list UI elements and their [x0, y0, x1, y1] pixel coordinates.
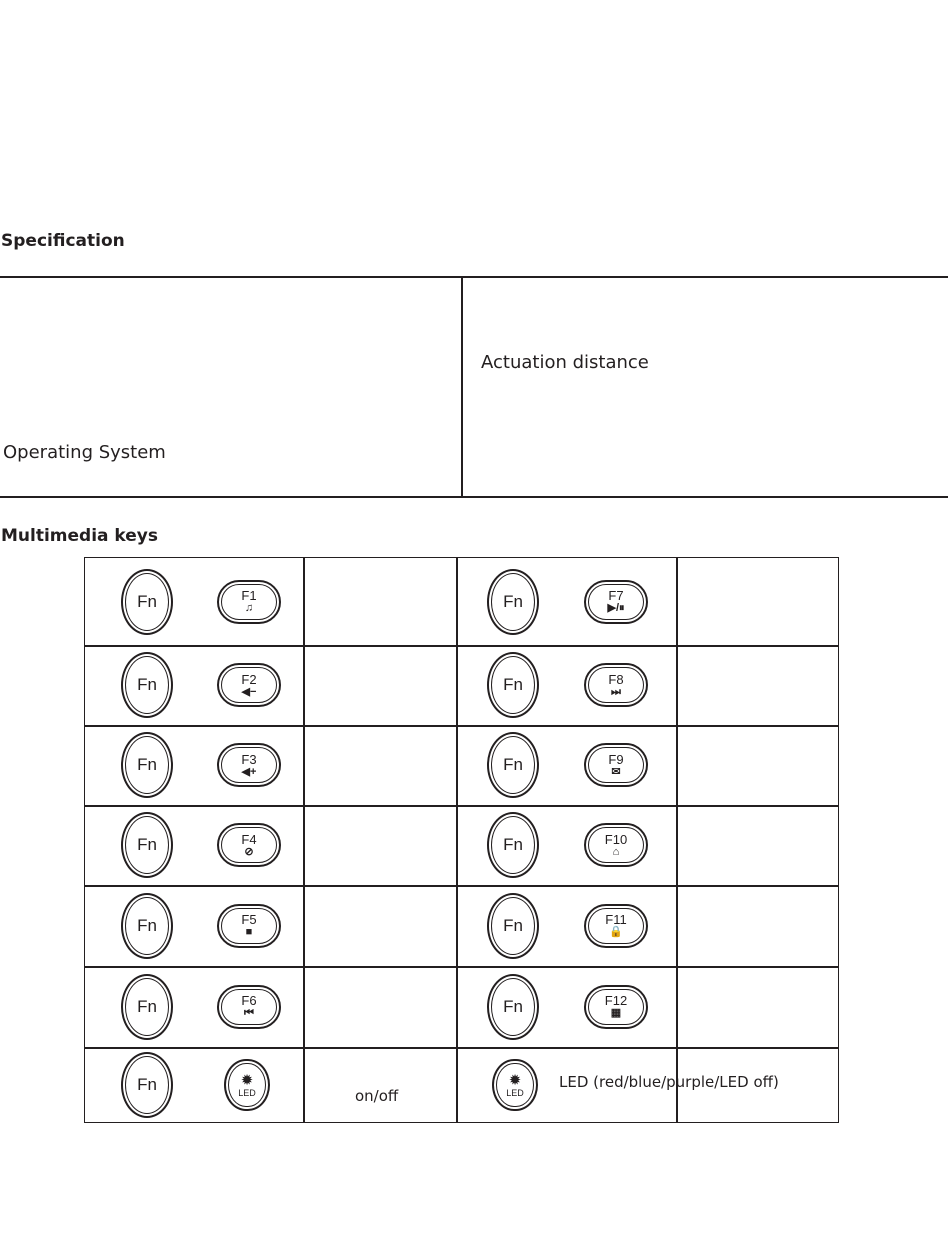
table-row-line [85, 1047, 838, 1049]
f10-key [584, 823, 648, 867]
fn-key-left-2 [121, 652, 173, 718]
fn-key-right-3 [487, 732, 539, 798]
actuation-distance-label: Actuation distance [481, 352, 649, 373]
fn-key-right-1 [487, 569, 539, 635]
f-key-label: F10 [604, 831, 628, 847]
mute-icon: ⊘ [244, 845, 254, 858]
f-key-label: F8 [608, 671, 624, 687]
fn-key-label: Fn [137, 755, 157, 774]
f7-key [584, 580, 648, 624]
f-key-label: F3 [241, 751, 257, 767]
led-toggle-text: on/off [355, 1087, 399, 1105]
f4-key [217, 823, 281, 867]
music-note-icon: ♫ [244, 602, 254, 614]
operating-system-label: Operating System [3, 442, 166, 463]
home-icon: ⌂ [612, 845, 620, 858]
fn-key-label: Fn [137, 835, 157, 854]
f9-key [584, 743, 648, 787]
f11-key [584, 904, 648, 948]
fn-key-right-2 [487, 652, 539, 718]
fn-key-label: Fn [137, 675, 157, 694]
fn-key-label: Fn [137, 591, 157, 611]
stop-icon: ■ [245, 926, 253, 938]
light-icon: ✹ [508, 1071, 522, 1089]
calculator-icon: ▦ [610, 1007, 622, 1019]
next-track-icon: ⏭ [611, 685, 621, 698]
fn-key-label: Fn [503, 591, 523, 611]
volume-down-icon: ◀− [241, 685, 257, 698]
multimedia-keys-table [84, 557, 839, 1123]
table-row-line [85, 725, 838, 727]
mail-icon: ✉ [611, 765, 621, 778]
lock-icon: 🔒 [609, 926, 623, 938]
fn-key-right-6 [487, 974, 539, 1040]
fn-key-left-5 [121, 893, 173, 959]
play-pause-icon: ▶/⏸ [607, 602, 625, 614]
f-key-label: F1 [241, 588, 257, 603]
fn-key-label: Fn [503, 755, 523, 774]
f-key-label: F5 [241, 912, 257, 927]
fn-key-left-3 [121, 732, 173, 798]
table-column-line [676, 558, 678, 1122]
f8-key [584, 663, 648, 707]
led-mode-text: LED (red/blue/purple/LED off) [559, 1073, 779, 1091]
f-key-label: F7 [608, 588, 624, 603]
f-key-label: F11 [605, 912, 627, 927]
led-key-right [492, 1059, 538, 1111]
table-row-line [85, 645, 838, 647]
f2-key [217, 663, 281, 707]
fn-key-left-7 [121, 1052, 173, 1118]
multimedia-keys-heading: Multimedia keys [1, 526, 159, 546]
table-row-line [85, 885, 838, 887]
fn-key-label: Fn [137, 915, 157, 935]
fn-key-right-4 [487, 812, 539, 878]
f-key-label: F9 [608, 751, 624, 767]
fn-key-left-6 [121, 974, 173, 1040]
f3-key [217, 743, 281, 787]
f-key-label: F6 [241, 993, 257, 1008]
led-key-label: LED [238, 1087, 256, 1098]
specification-heading: Specification [1, 231, 125, 251]
table-row-line [85, 966, 838, 968]
f-key-label: F4 [241, 831, 257, 847]
specification-table [0, 276, 948, 498]
table-column-line [303, 558, 305, 1122]
fn-key-left-4 [121, 812, 173, 878]
f6-key [217, 985, 281, 1029]
f1-key [217, 580, 281, 624]
fn-key-label: Fn [503, 675, 523, 694]
table-column-line [456, 558, 458, 1122]
fn-key-right-5 [487, 893, 539, 959]
f5-key [217, 904, 281, 948]
led-key-left [224, 1059, 270, 1111]
column-divider [461, 278, 463, 496]
table-row-line [85, 805, 838, 807]
fn-key-label: Fn [137, 1075, 157, 1094]
fn-key-label: Fn [137, 996, 157, 1016]
fn-key-label: Fn [503, 835, 523, 854]
fn-key-label: Fn [503, 996, 523, 1016]
led-key-label: LED [506, 1087, 524, 1098]
f12-key [584, 985, 648, 1029]
f-key-label: F12 [604, 993, 628, 1008]
previous-track-icon: ⏮ [244, 1007, 254, 1019]
f-key-label: F2 [241, 671, 257, 687]
fn-key-label: Fn [503, 915, 523, 935]
light-icon: ✹ [240, 1071, 254, 1089]
fn-key-left-1 [121, 569, 173, 635]
volume-up-icon: ◀+ [241, 765, 257, 778]
